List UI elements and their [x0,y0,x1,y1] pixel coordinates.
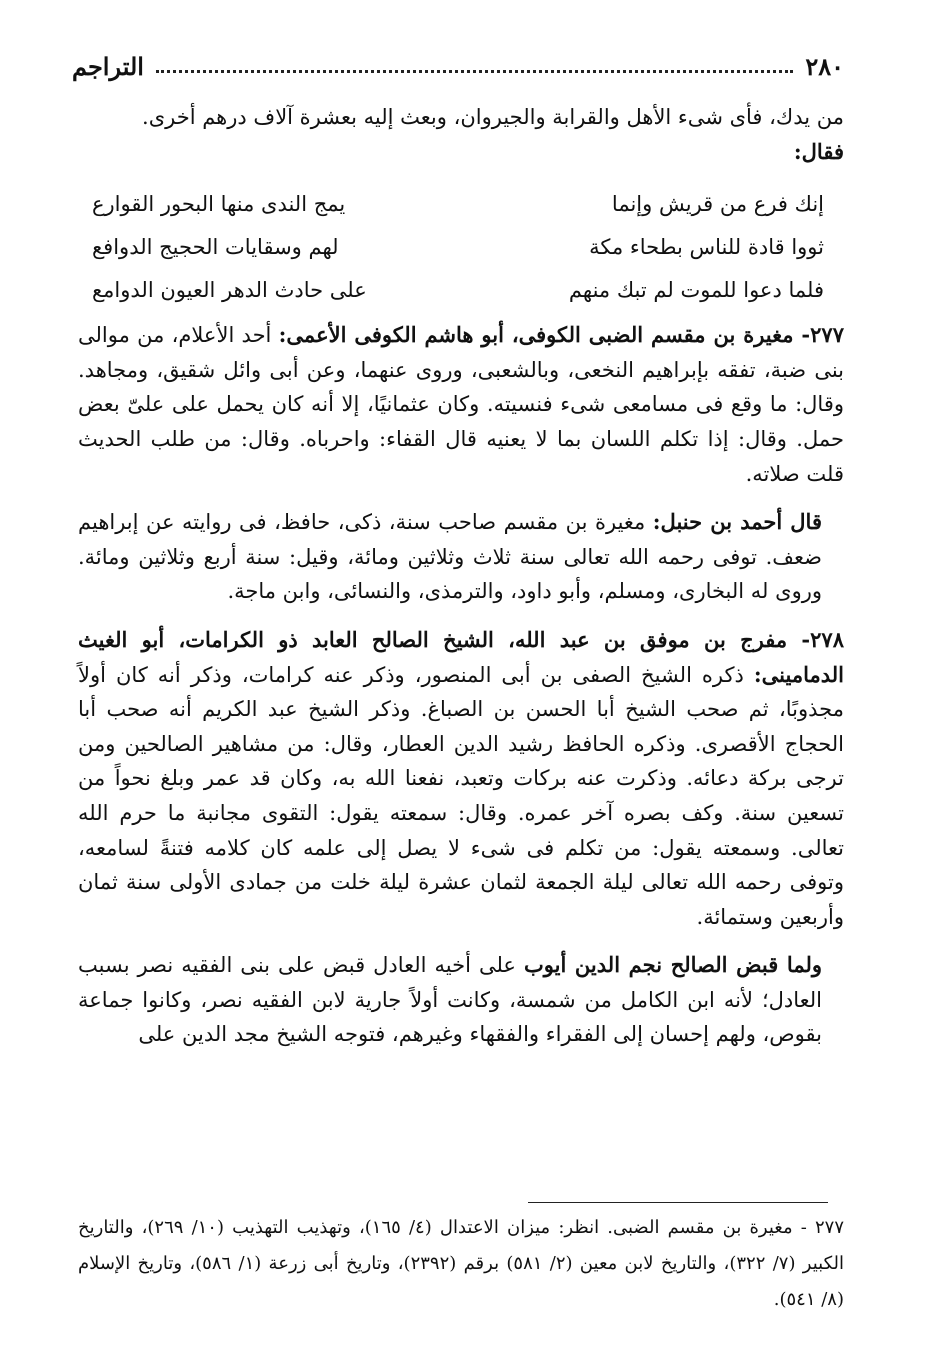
entry-277 [78,318,844,491]
entry-277-text: أحد الأعلام، من موالى بنى ضبة، تفقه بإبراهيم النخعى، وبالشعبى، وروى عنهما، وعن أبى وائل شقيق، ومجاهد. وقال: ما وقع فى مسامعى شىء فنسيته. وكان عثمانيًا، إلا أنه كان يحمل على علىّ بعض حمل. وقال: إذا تكلم اللسان بما لا يعنيه قال القفاء: واحرباه. وقال: من طلب الحديث قلت صلاته. [78,323,844,486]
intro-said: فقال: [793,138,844,164]
najm-al-din-paragraph [78,948,844,1052]
poem [92,183,824,312]
entry-278-text: ذكره الشيخ الصفى بن أبى المنصور، وذكر عنه كرامات، وذكر أنه كان أولاً مجذوبًا، ثم صحب الشيخ أبا الحسن بن الصباغ. وذكر الشيخ عبد الكريم أنه صحب أبا الحجاج الأقصرى. وذكره الحافظ رشيد الدين العطار، وقال: من مشاهير الصالحين ومن ترجى بركة دعائه. وذكرت عنه بركات وتعبد، نفعنا الله به، وكان قد عمر وبلغ نحواً من تسعين سنة. وكف بصره آخر عمره. وقال: سمعته يقول: التقوى مجانبة ما حرم الله تعالى. وسمعته يقول: من تكلم فى شىء لا يصل إلى علمه كان كلامه فتنةً لسامعه، وتوفى رحمه الله تعالى ليلة الجمعة لثمان عشرة ليلة خلت من جمادى الأولى سنة ثمان وأربعين وستمائة. [78,662,844,929]
verse-line [92,183,824,226]
footnote-text: ٢٧٧ - مغيرة بن مقسم الضبى. انظر: ميزان الاعتدال (٤/ ١٦٥)، وتهذيب التهذيب (١٠/ ٢٦٩)، والتاريخ الكبير (٧/ ٣٢٢)، والتاريخ لابن معين (٢/ ٥٨١) برقم (٢٣٩٢)، وتاريخ أبى زرعة (١/ ٥٨٦)، وتاريخ الإسلام (٨/ ٥٤١). [78,1217,844,1310]
paragraph-gap [78,934,844,948]
verse-first-hemistich: فلما دعوا للموت لم تبك منهم [568,278,824,303]
najm-para-lead: ولما قبض الصالح نجم الدين أيوب [523,952,822,978]
page-number: ٢٨٠ [805,51,844,81]
verse-second-hemistich: يمج الندى منها البحور القوارع [92,192,346,217]
ahmad-note-lead: قال أحمد بن حنبل: [652,509,822,535]
entry-278 [78,623,844,934]
page-body [78,100,844,1052]
verse-line [92,269,824,312]
paragraph-gap [78,609,844,623]
ahmad-note-text: مغيرة بن مقسم صاحب سنة، ذكى، حافظ، فى روايته عن إبراهيم ضعف. توفى رحمه الله تعالى سنة ثلاث وثلاثين ومائة، وقيل: سنة أربع وثلاثين ومائة. وروى له البخارى، ومسلم، وأبو داود، والترمذى، والنسائى، وابن ماجة. [78,510,822,604]
header-dot-leader [156,70,793,73]
verse-second-hemistich: على حادث الدهر العيون الدوامع [92,278,367,303]
ahmad-ibn-hanbal-note [78,505,844,609]
page-header [72,46,844,86]
running-title: التراجم [72,51,144,81]
paragraph-gap [78,491,844,505]
intro-line: من يدك، فأى شىء الأهل والقرابة والجيروان، وبعث إليه بعشرة آلاف درهم أخرى. [142,105,844,129]
footnote [78,1210,844,1318]
verse-first-hemistich: ثووا قادة للناس بطحاء مكة [589,235,824,260]
verse-line [92,226,824,269]
najm-para-text: على أخيه العادل قبض على بنى الفقيه نصر بسبب العادل؛ لأنه ابن الكامل من شمسة، وكانت أولاً جارية لابن الفقيه نصر، وكانوا جماعة بقوص، ولهم إحسان إلى الفقراء والفقهاء وغيرهم، فتوجه الشيخ مجد الدين على [78,953,822,1047]
entry-278-heading: ٢٧٨- مفرج بن موفق بن عبد الله، الشيخ الصالح العابد ذو الكرامات، أبو الغيث الدمامينى: [78,626,844,687]
footnote-separator [528,1202,828,1203]
verse-first-hemistich: إنك فرع من قريش وإنما [611,192,824,217]
verse-second-hemistich: لهم وسقايات الحجيج الدوافع [92,235,339,260]
entry-277-heading: ٢٧٧- مغيرة بن مقسم الضبى الكوفى، أبو هاشم الكوفى الأعمى: [278,322,844,348]
